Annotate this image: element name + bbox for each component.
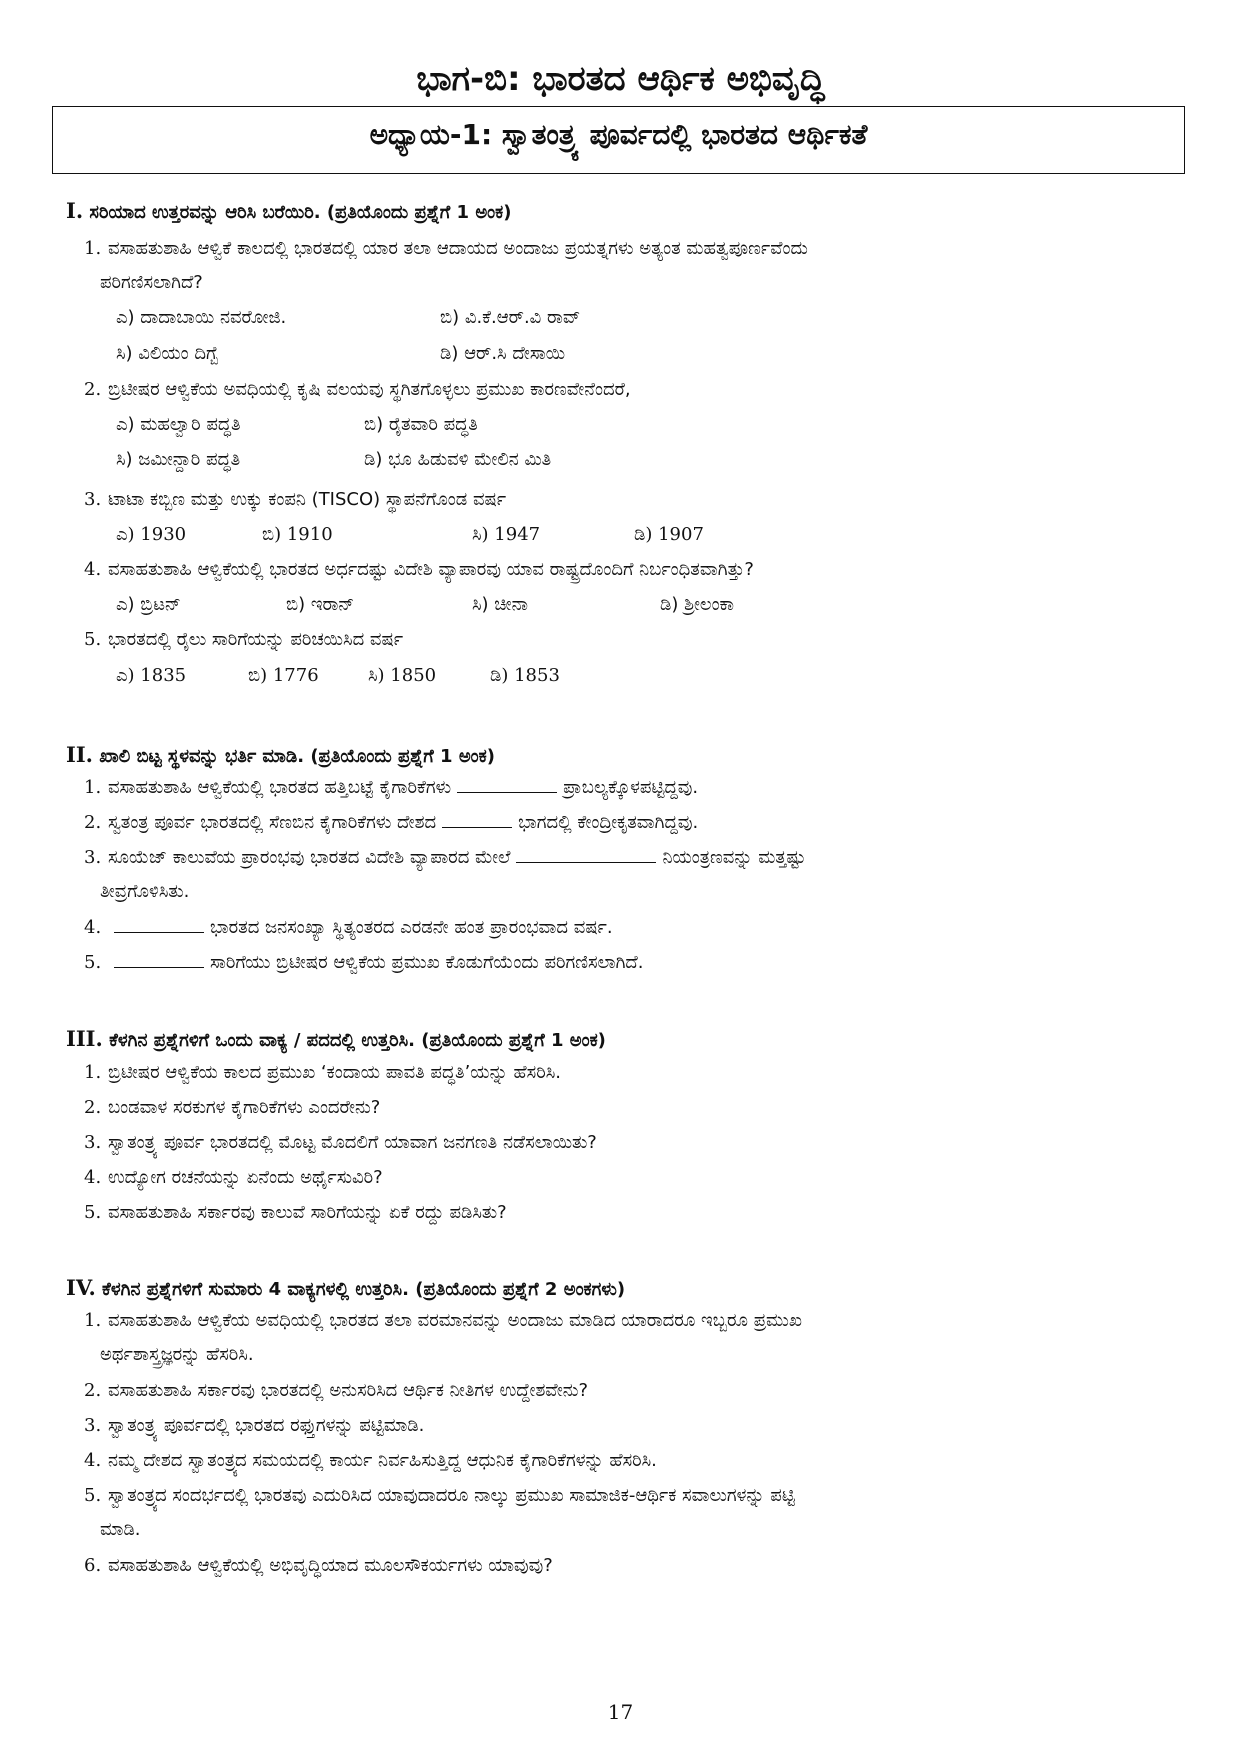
s1-question-2: 2. ಬ್ರಿಟೀಷರ ಆಳ್ವಿಕೆಯ ಅವಧಿಯಲ್ಲಿ ಕೃಷಿ ವಲಯವು ಸ್ಥಗಿತಗೊಳ್ಳಲು ಪ್ರಮುಖ ಕಾರಣವೇನೆಂದರೆ, [84,379,631,400]
option-d: ಡಿ) ಶ್ರೀಲಂಕಾ [660,594,735,615]
s1-question-4: 4. ವಸಾಹತುಶಾಹಿ ಆಳ್ವಿಕೆಯಲ್ಲಿ ಭಾರತದ ಅರ್ಧದಷ್ಟು ವಿದೇಶಿ ವ್ಯಾಪಾರವು ಯಾವ ರಾಷ್ಟ್ರದೊಂದಿಗೆ ನಿರ್ಬಂಧಿತವಾಗಿತ್ತು? [84,559,754,580]
option-b: ಬಿ) 1910 [262,524,333,545]
s4-question-2: 2. ವಸಾಹತುಶಾಹಿ ಸರ್ಕಾರವು ಭಾರತದಲ್ಲಿ ಅನುಸರಿಸಿದ ಆರ್ಥಿಕ ನೀತಿಗಳ ಉದ್ದೇಶವೇನು? [84,1380,589,1401]
page-number: 17 [607,1700,634,1724]
s3-question-2: 2. ಬಂಡವಾಳ ಸರಕುಗಳ ಕೈಗಾರಿಕೆಗಳು ಎಂದರೇನು? [84,1097,381,1118]
s3-question-5: 5. ವಸಾಹತುಶಾಹಿ ಸರ್ಕಾರವು ಕಾಲುವೆ ಸಾರಿಗೆಯನ್ನು ಏಕೆ ರದ್ದು ಪಡಿಸಿತು? [84,1202,507,1223]
s2-question-1: 1. ವಸಾಹತುಶಾಹಿ ಆಳ್ವಿಕೆಯಲ್ಲಿ ಭಾರತದ ಹತ್ತಿಬಟ್ಟೆ ಕೈಗಾರಿಕೆಗಳು ಪ್ರಾಬಲ್ಯಕ್ಕೊಳಪಟ್ಟಿದ್ದವು. [84,771,1134,805]
option-c: ಸಿ) 1947 [472,524,541,545]
option-b: ಬಿ) 1776 [248,665,319,686]
s1-question-1: 1. ವಸಾಹತುಶಾಹಿ ಆಳ್ವಿಕೆ ಕಾಲದಲ್ಲಿ ಭಾರತದಲ್ಲಿ ಯಾರ ತಲಾ ಆದಾಯದ ಅಂದಾಜು ಪ್ರಯತ್ನಗಳು ಅತ್ಯಂತ ಮಹತ್ವಪೂರ್ಣವೆಂದು ಪರಿಗಣಿಸಲಾಗಿದೆ? [84,238,808,293]
section-1-heading: I. ಸರಿಯಾದ ಉತ್ತರವನ್ನು ಆರಿಸಿ ಬರೆಯಿರಿ. (ಪ್ರತಿಯೊಂದು ಪ್ರಶ್ನೆಗೆ 1 ಅಂಕ) [66,198,512,223]
section-3-heading: III. ಕೆಳಗಿನ ಪ್ರಶ್ನೆಗಳಿಗೆ ಒಂದು ವಾಕ್ಯ / ಪದದಲ್ಲಿ ಉತ್ತರಿಸಿ. (ಪ್ರತಿಯೊಂದು ಪ್ರಶ್ನೆಗೆ 1 ಅಂಕ) [66,1026,606,1051]
s2-question-5: 5. ಸಾರಿಗೆಯು ಬ್ರಿಟೀಷರ ಆಳ್ವಿಕೆಯ ಪ್ರಮುಖ ಕೊಡುಗೆಯೆಂದು ಪರಿಗಣಿಸಲಾಗಿದೆ. [84,946,1134,980]
option-a: ಎ) 1835 [116,665,187,686]
s1-question-3: 3. ಟಾಟಾ ಕಬ್ಬಿಣ ಮತ್ತು ಉಕ್ಕು ಕಂಪನಿ (TISCO) ಸ್ಥಾಪನೆಗೊಂಡ ವರ್ಷ [84,489,507,510]
s4-question-4: 4. ನಮ್ಮ ದೇಶದ ಸ್ವಾತಂತ್ರ್ಯದ ಸಮಯದಲ್ಲಿ ಕಾರ್ಯ ನಿರ್ವಹಿಸುತ್ತಿದ್ದ ಆಧುನಿಕ ಕೈಗಾರಿಕೆಗಳನ್ನು ಹೆಸರಿಸಿ. [84,1450,657,1471]
option-d: ಡಿ) 1907 [634,524,704,545]
option-c: ಸಿ) ಜಮೀನ್ದಾರಿ ಪದ್ಧತಿ [116,449,241,470]
s3-question-1: 1. ಬ್ರಿಟೀಷರ ಆಳ್ವಿಕೆಯ ಕಾಲದ ಪ್ರಮುಖ ‘ಕಂದಾಯ ಪಾವತಿ ಪದ್ಧತಿ’ಯನ್ನು ಹೆಸರಿಸಿ. [84,1062,561,1083]
section-4-heading: IV. ಕೆಳಗಿನ ಪ್ರಶ್ನೆಗಳಿಗೆ ಸುಮಾರು 4 ವಾಕ್ಯಗಳಲ್ಲಿ ಉತ್ತರಿಸಿ. (ಪ್ರತಿಯೊಂದು ಪ್ರಶ್ನೆಗೆ 2 ಅಂಕಗಳು) [66,1275,626,1300]
answer-blank [114,914,204,933]
option-d: ಡಿ) ಭೂ ಹಿಡುವಳಿ ಮೇಲಿನ ಮಿತಿ [364,449,552,470]
option-d: ಡಿ) 1853 [490,665,560,686]
s2-question-4: 4. ಭಾರತದ ಜನಸಂಖ್ಯಾ ಸ್ಥಿತ್ಯಂತರದ ಎರಡನೇ ಹಂತ ಪ್ರಾರಂಭವಾದ ವರ್ಷ. [84,911,1134,945]
chapter-title-box [52,106,1185,174]
s2-question-2: 2. ಸ್ವತಂತ್ರ ಪೂರ್ವ ಭಾರತದಲ್ಲಿ ಸೆಣಬಿನ ಕೈಗಾರಿಕೆಗಳು ದೇಶದ ಭಾಗದಲ್ಲಿ ಕೇಂದ್ರೀಕೃತವಾಗಿದ್ದವು. [84,806,1134,840]
s3-question-4: 4. ಉದ್ಯೋಗ ರಚನೆಯನ್ನು ಏನೆಂದು ಅರ್ಥೈಸುವಿರಿ? [84,1167,383,1188]
option-b: ಬಿ) ವಿ.ಕೆ.ಆರ್.ವಿ ರಾವ್ [440,307,581,328]
option-c: ಸಿ) ಚೀನಾ [472,594,528,615]
s4-question-3: 3. ಸ್ವಾತಂತ್ರ್ಯ ಪೂರ್ವದಲ್ಲಿ ಭಾರತದ ರಫ್ತುಗಳನ್ನು ಪಟ್ಟಿಮಾಡಿ. [84,1415,425,1436]
answer-blank [457,774,557,793]
option-a: ಎ) ದಾದಾಬಾಯಿ ನವರೋಜಿ. [116,307,287,328]
option-b: ಬಿ) ರೈತವಾರಿ ಪದ್ಧತಿ [364,414,478,435]
option-c: ಸಿ) 1850 [368,665,437,686]
answer-blank [516,844,656,863]
option-b: ಬಿ) ಇರಾನ್ [286,594,355,615]
s1-question-5: 5. ಭಾರತದಲ್ಲಿ ರೈಲು ಸಾರಿಗೆಯನ್ನು ಪರಿಚಯಿಸಿದ ವರ್ಷ [84,629,404,650]
s4-question-6: 6. ವಸಾಹತುಶಾಹಿ ಆಳ್ವಿಕೆಯಲ್ಲಿ ಅಭಿವೃದ್ಧಿಯಾದ ಮೂಲಸೌಕರ್ಯಗಳು ಯಾವುವು? [84,1555,553,1576]
part-title: ಭಾಗ-ಬಿ: ಭಾರತದ ಆರ್ಥಿಕ ಅಭಿವೃದ್ಧಿ [416,59,825,99]
option-c: ಸಿ) ವಿಲಿಯಂ ದಿಗ್ಬೆ [116,343,219,364]
s4-question-5: 5. ಸ್ವಾತಂತ್ರ್ಯದ ಸಂದರ್ಭದಲ್ಲಿ ಭಾರತವು ಎದುರಿಸಿದ ಯಾವುದಾದರೂ ನಾಲ್ಕು ಪ್ರಮುಖ ಸಾಮಾಜಿಕ-ಆರ್ಥಿಕ ಸವಾಲುಗಳನ್ನು ಪಟ್ಟಿ ಮಾಡಿ. [84,1485,795,1540]
chapter-title: ಅಧ್ಯಾಯ-1: ಸ್ವಾತಂತ್ರ್ಯ ಪೂರ್ವದಲ್ಲಿ ಭಾರತದ ಆರ್ಥಿಕತೆ [369,118,868,151]
option-a: ಎ) ಬ್ರಿಟನ್ [116,594,181,615]
option-a: ಎ) 1930 [116,524,187,545]
s2-question-3: 3. ಸೂಯೆಜ್ ಕಾಲುವೆಯ ಪ್ರಾರಂಭವು ಭಾರತದ ವಿದೇಶಿ ವ್ಯಾಪಾರದ ಮೇಲೆ ನಿಯಂತ್ರಣವನ್ನು ಮತ್ತಷ್ಟು ತೀವ್ರಗೊಳಿಸಿತು. [84,841,1134,909]
answer-blank [442,809,512,828]
section-2-heading: II. ಖಾಲಿ ಬಿಟ್ಟ ಸ್ಥಳವನ್ನು ಭರ್ತಿ ಮಾಡಿ. (ಪ್ರತಿಯೊಂದು ಪ್ರಶ್ನೆಗೆ 1 ಅಂಕ) [66,742,495,767]
answer-blank [114,949,204,968]
option-d: ಡಿ) ಆರ್.ಸಿ ದೇಸಾಯಿ [440,343,566,364]
option-a: ಎ) ಮಹಲ್ವಾರಿ ಪದ್ಧತಿ [116,414,241,435]
s3-question-3: 3. ಸ್ವಾತಂತ್ರ್ಯ ಪೂರ್ವ ಭಾರತದಲ್ಲಿ ಮೊಟ್ಟ ಮೊದಲಿಗೆ ಯಾವಾಗ ಜನಗಣತಿ ನಡೆಸಲಾಯಿತು? [84,1132,597,1153]
s4-question-1: 1. ವಸಾಹತುಶಾಹಿ ಆಳ್ವಿಕೆಯ ಅವಧಿಯಲ್ಲಿ ಭಾರತದ ತಲಾ ವರಮಾನವನ್ನು ಅಂದಾಜು ಮಾಡಿದ ಯಾರಾದರೂ ಇಬ್ಬರೂ ಪ್ರಮುಖ ಅರ್ಥಶಾಸ್ತ್ರಜ್ಞರನ್ನು ಹೆಸರಿಸಿ. [84,1310,802,1365]
